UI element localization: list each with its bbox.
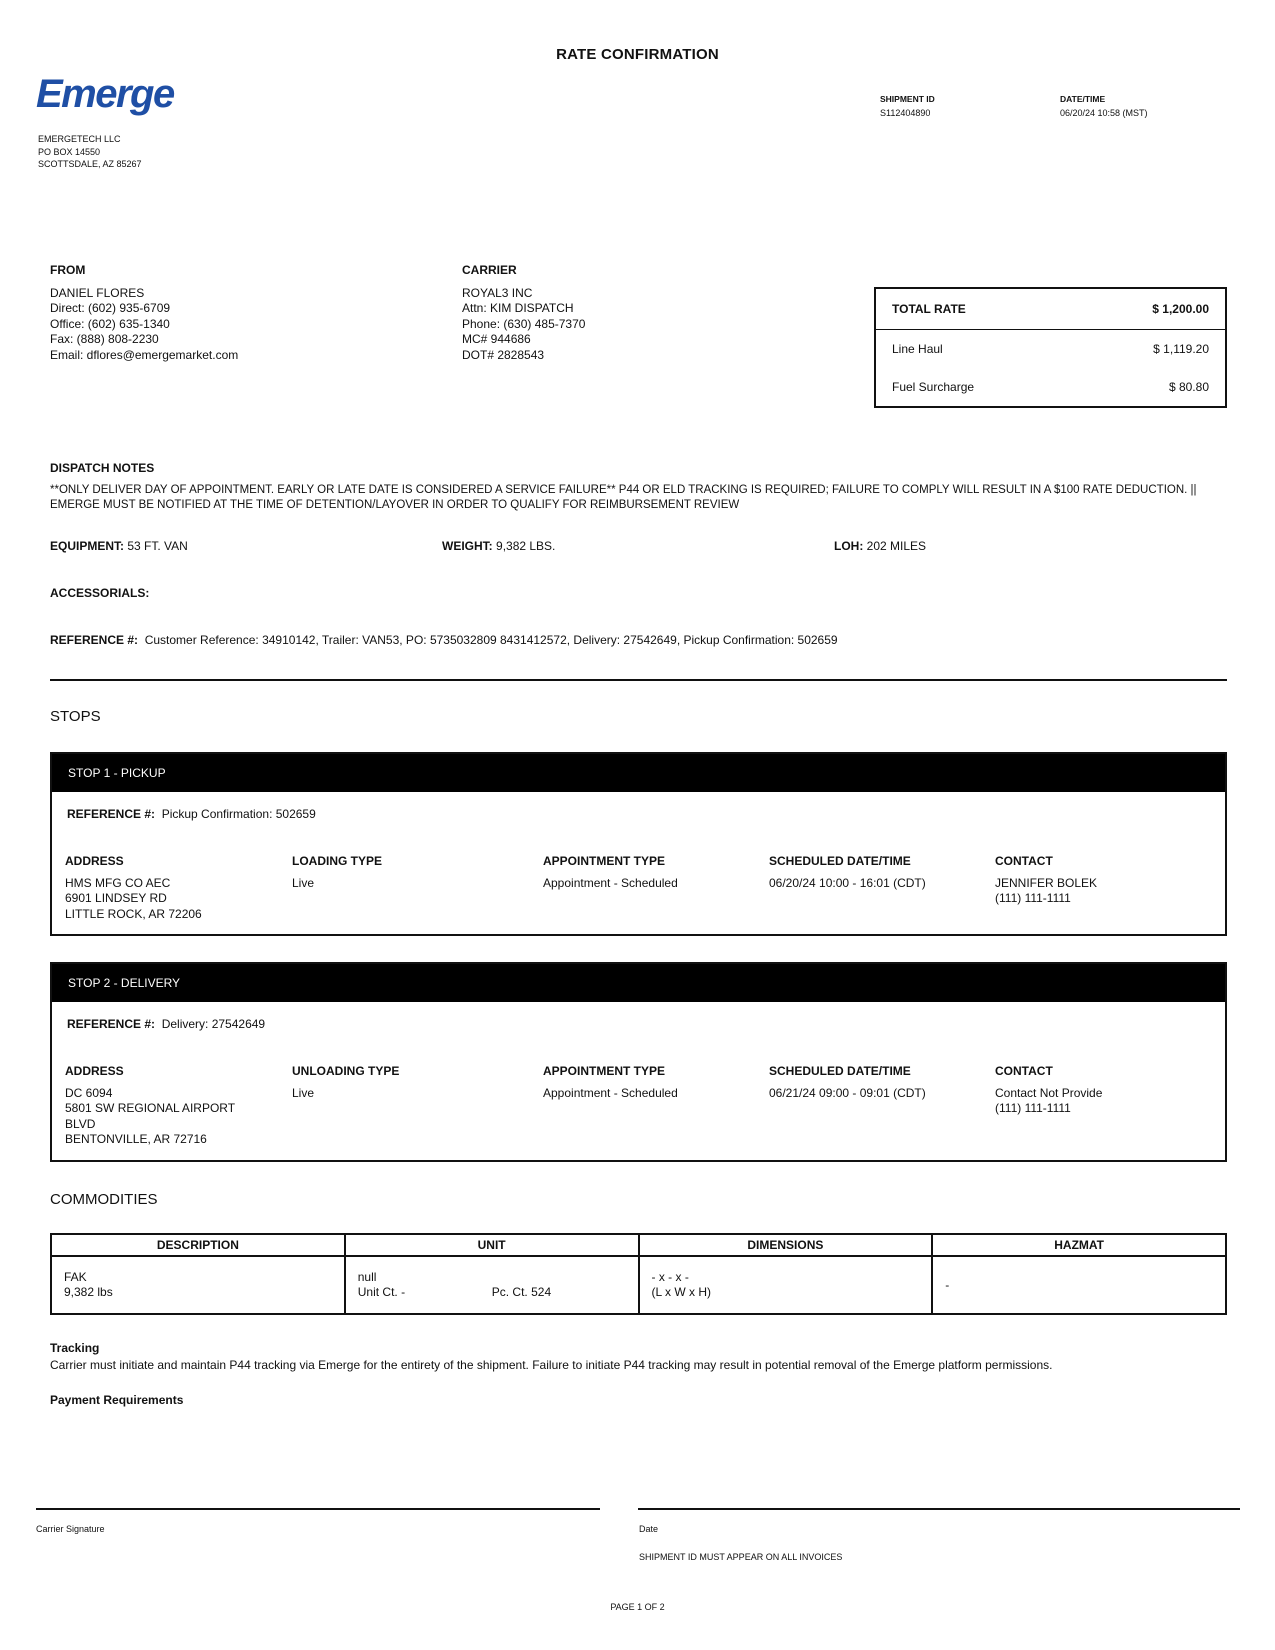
equipment-label: EQUIPMENT: — [50, 539, 125, 553]
stop-2-unloading-type-label: UNLOADING TYPE — [292, 1064, 400, 1078]
stop-2-address-label: ADDRESS — [65, 1064, 124, 1078]
unit-count: Unit Ct. - — [357, 1285, 406, 1299]
table-row — [51, 1256, 1226, 1314]
stops-heading: STOPS — [50, 708, 101, 725]
stop-2-scheduled-label: SCHEDULED DATE/TIME — [769, 1064, 911, 1078]
stop-1-address-line: 6901 LINDSEY RD — [65, 891, 167, 905]
fuel-surcharge-label: Fuel Surcharge — [892, 380, 975, 394]
dispatch-notes-label: DISPATCH NOTES — [50, 461, 155, 475]
carrier-dot: DOT# 2828543 — [462, 347, 545, 362]
from-email: Email: dflores@emergemarket.com — [50, 347, 239, 362]
stop-1-loading-type — [292, 854, 382, 891]
accessorials-field — [50, 586, 149, 600]
col-hazmat: HAZMAT — [932, 1234, 1226, 1256]
weight-value: 9,382 LBS. — [496, 539, 556, 553]
total-rate-label: TOTAL RATE — [892, 302, 966, 316]
stop-2-reference-label: REFERENCE #: — [67, 1017, 156, 1031]
stop-2-unloading-type-value: Live — [292, 1085, 315, 1100]
stop-1-contact-name: JENNIFER BOLEK — [995, 875, 1098, 890]
commodities-table — [50, 1233, 1227, 1315]
line-haul-value: $ 1,119.20 — [1153, 342, 1209, 356]
line-haul-row — [876, 330, 1225, 368]
stop-2-reference-value: Delivery: 27542649 — [161, 1017, 266, 1031]
shipment-id-block — [880, 94, 935, 118]
description-line: FAK — [64, 1270, 87, 1284]
dimensions-line: (L x W x H) — [651, 1285, 712, 1299]
fuel-surcharge-row — [876, 368, 1225, 406]
stop-1-reference-label: REFERENCE #: — [67, 807, 156, 821]
company-city: SCOTTSDALE, AZ 85267 — [38, 159, 142, 169]
loh-label: LOH: — [834, 539, 864, 553]
cell-unit — [345, 1256, 639, 1314]
accessorials-label: ACCESSORIALS: — [50, 586, 150, 600]
stop-2-appointment-type — [543, 1064, 678, 1101]
cell-description — [51, 1256, 345, 1314]
stop-1-appointment-type — [543, 854, 678, 891]
carrier-signature-line — [36, 1508, 600, 1510]
equipment-field — [50, 539, 188, 553]
total-rate-value: $ 1,200.00 — [1152, 302, 1209, 316]
cell-hazmat: - — [932, 1256, 1226, 1314]
commodities-header-row — [51, 1234, 1226, 1256]
stop-2-reference — [52, 1002, 1225, 1031]
stop-1-reference — [52, 792, 1225, 821]
dispatch-notes-text: **ONLY DELIVER DAY OF APPOINTMENT. EARLY OR LATE DATE IS CONSIDERED A SERVICE FAILURE** P44 OR ELD TRACKING IS REQUIRED; FAILURE TO COMPLY WILL RESULT IN A $100 RATE DEDUCTION. || EMERGE MUST BE NOTIFIED AT THE TIME OF DETENTION/LAYOVER IN ORDER TO QUALIFY FOR REIMBURSEMENT REVIEW — [50, 484, 1197, 511]
stop-1-address-label: ADDRESS — [65, 854, 124, 868]
stop-2-contact-name: Contact Not Provide — [995, 1085, 1103, 1100]
stop-1-address — [65, 854, 202, 922]
stop-1-contact-phone: (111) 111-1111 — [995, 891, 1071, 905]
total-rate-row — [876, 289, 1225, 330]
invoice-note: SHIPMENT ID MUST APPEAR ON ALL INVOICES — [639, 1552, 843, 1562]
commodities-heading: COMMODITIES — [50, 1191, 158, 1208]
date-line — [638, 1508, 1240, 1510]
stop-2-address-line: BENTONVILLE, AR 72716 — [65, 1132, 207, 1146]
stop-2-scheduled-value: 06/21/24 09:00 - 09:01 (CDT) — [769, 1085, 926, 1100]
reference-value: Customer Reference: 34910142, Trailer: VAN53, PO: 5735032809 8431412572, Delivery: 27542649, Pickup Confirmation: 502659 — [144, 633, 838, 647]
from-label: FROM — [50, 263, 86, 277]
carrier-block — [462, 263, 585, 363]
reference-label: REFERENCE #: — [50, 633, 139, 647]
stop-1-contact-label: CONTACT — [995, 854, 1053, 868]
page-number: PAGE 1 OF 2 — [610, 1602, 665, 1612]
stop-2-scheduled — [769, 1064, 926, 1101]
commodities-table-wrap — [50, 1233, 1227, 1315]
date-label: Date — [639, 1524, 659, 1534]
loh-field — [834, 539, 926, 553]
shipment-id-label: SHIPMENT ID — [880, 94, 935, 104]
stop-2-contact — [995, 1064, 1102, 1117]
reference-field — [50, 633, 838, 647]
company-name: EMERGETECH LLC — [38, 134, 121, 144]
piece-count: Pc. Ct. 524 — [491, 1285, 552, 1299]
carrier-name: ROYAL3 INC — [462, 285, 533, 300]
description-line: 9,382 lbs — [64, 1285, 113, 1299]
carrier-label: CARRIER — [462, 263, 517, 277]
from-direct: Direct: (602) 935-6709 — [50, 301, 171, 315]
stop-2-address-line: 5801 SW REGIONAL AIRPORT — [65, 1101, 236, 1115]
tracking-text: Carrier must initiate and maintain P44 tracking via Emerge for the entirety of the shipment. Failure to initiate P44 tracking may result in potential removal of the Emerge platform permissions. — [50, 1358, 1053, 1372]
weight-label: WEIGHT: — [442, 539, 493, 553]
page-title: RATE CONFIRMATION — [556, 46, 719, 63]
from-office: Office: (602) 635-1340 — [50, 316, 170, 331]
stop-2-address — [65, 1064, 235, 1148]
stop-2-address-line: BLVD — [65, 1116, 96, 1131]
stop-1-card — [50, 752, 1227, 936]
emerge-logo: Emerge — [36, 72, 174, 116]
stop-1-contact — [995, 854, 1097, 907]
tracking-label: Tracking — [50, 1341, 100, 1355]
stop-1-reference-value: Pickup Confirmation: 502659 — [161, 807, 316, 821]
from-fax: Fax: (888) 808-2230 — [50, 332, 159, 346]
stop-1-address-line: LITTLE ROCK, AR 72206 — [65, 906, 202, 921]
line-haul-label: Line Haul — [892, 342, 943, 356]
stop-1-address-line: HMS MFG CO AEC — [65, 875, 171, 890]
from-block — [50, 263, 238, 363]
carrier-phone: Phone: (630) 485-7370 — [462, 316, 586, 331]
stop-1-appointment-type-label: APPOINTMENT TYPE — [543, 854, 666, 868]
unit-line: null — [357, 1270, 377, 1284]
stop-2-address-line: DC 6094 — [65, 1085, 113, 1100]
cell-dimensions — [639, 1256, 933, 1314]
stop-1-scheduled — [769, 854, 926, 891]
dimensions-line: - x - x - — [651, 1270, 689, 1284]
stop-2-unloading-type — [292, 1064, 399, 1101]
equipment-value: 53 FT. VAN — [127, 539, 188, 553]
stop-1-header: STOP 1 - PICKUP — [52, 754, 1225, 792]
rate-box — [874, 287, 1227, 408]
stop-1-scheduled-value: 06/20/24 10:00 - 16:01 (CDT) — [769, 875, 926, 890]
datetime-value: 06/20/24 10:58 (MST) — [1060, 108, 1148, 118]
stop-2-header: STOP 2 - DELIVERY — [52, 964, 1225, 1002]
col-description: DESCRIPTION — [51, 1234, 345, 1256]
stop-1-appointment-type-value: Appointment - Scheduled — [543, 875, 678, 890]
carrier-signature-label: Carrier Signature — [36, 1524, 105, 1534]
stop-2-contact-label: CONTACT — [995, 1064, 1053, 1078]
stop-1-loading-type-label: LOADING TYPE — [292, 854, 383, 868]
payment-requirements-label: Payment Requirements — [50, 1393, 184, 1407]
col-unit: UNIT — [345, 1234, 639, 1256]
stop-2-card — [50, 962, 1227, 1162]
datetime-label: DATE/TIME — [1060, 94, 1106, 104]
carrier-attn: Attn: KIM DISPATCH — [462, 301, 574, 315]
company-address — [38, 133, 142, 171]
divider — [50, 679, 1227, 681]
col-dimensions: DIMENSIONS — [639, 1234, 933, 1256]
stop-2-appointment-type-value: Appointment - Scheduled — [543, 1085, 678, 1100]
datetime-block — [1060, 94, 1148, 118]
loh-value: 202 MILES — [866, 539, 927, 553]
company-po-box: PO BOX 14550 — [38, 146, 101, 157]
stop-1-scheduled-label: SCHEDULED DATE/TIME — [769, 854, 911, 868]
unit-counts — [358, 1285, 626, 1300]
stop-1-loading-type-value: Live — [292, 875, 315, 890]
weight-field — [442, 539, 555, 553]
stop-2-appointment-type-label: APPOINTMENT TYPE — [543, 1064, 666, 1078]
shipment-id-value: S112404890 — [880, 108, 931, 118]
from-name: DANIEL FLORES — [50, 285, 145, 300]
stop-2-contact-phone: (111) 111-1111 — [995, 1101, 1071, 1115]
carrier-mc: MC# 944686 — [462, 332, 531, 346]
fuel-surcharge-value: $ 80.80 — [1168, 380, 1209, 394]
